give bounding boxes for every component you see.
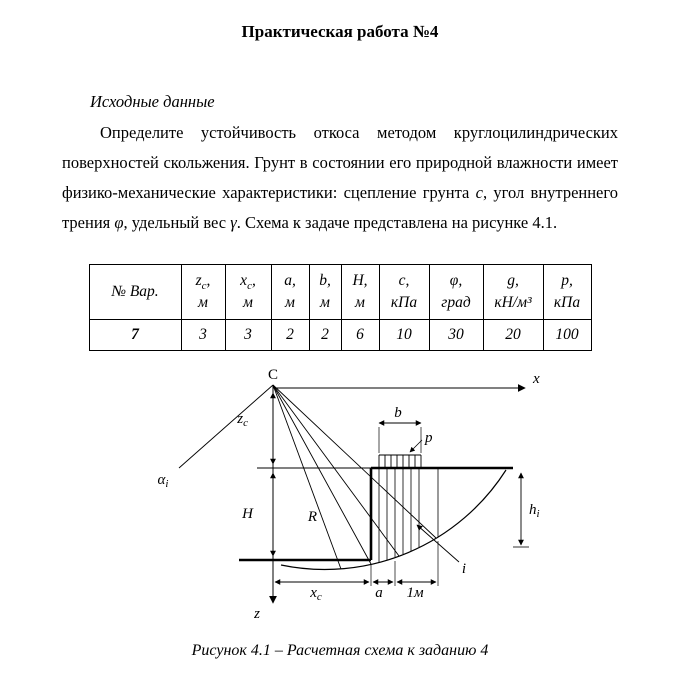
table-data-row bbox=[89, 320, 591, 351]
label-1m: 1м bbox=[406, 585, 424, 602]
table-header-row bbox=[89, 265, 591, 320]
table-header-variant: № Вар. bbox=[89, 265, 181, 320]
table-cell: 2 bbox=[271, 320, 309, 351]
p-leader-arrow bbox=[410, 440, 422, 452]
figure-caption: Рисунок 4.1 – Расчетная схема к заданию 4 bbox=[191, 642, 489, 660]
radius-line-R bbox=[273, 385, 341, 569]
label-H: H bbox=[242, 506, 253, 523]
paragraph-text: , удельный вес bbox=[123, 213, 231, 233]
label-hi: $h_i$ bbox=[529, 502, 540, 521]
label-zc: $z_c$ bbox=[237, 411, 248, 430]
figure-4-1 bbox=[62, 365, 618, 638]
label-x-axis: x bbox=[533, 371, 540, 388]
table-cell: 6 bbox=[341, 320, 379, 351]
paragraph-text: , угол внутреннего трения bbox=[62, 183, 618, 233]
table-header-g: g, кН/м³ bbox=[483, 265, 543, 320]
paragraph-text: Определите устойчивость откоса методом круглоцилиндрических поверхностей скольжения. Грунт в состоянии его природной влажности имеет физико-механические характеристики: сцепление грунта bbox=[62, 123, 618, 203]
label-z-axis: z bbox=[254, 606, 260, 623]
slope-scheme-diagram bbox=[62, 365, 618, 633]
table-header-c: c, кПа bbox=[379, 265, 429, 320]
radius-line bbox=[273, 385, 399, 556]
label-p: p bbox=[425, 430, 433, 447]
intro-heading: Исходные данные bbox=[90, 92, 215, 111]
table-cell: 10 bbox=[379, 320, 429, 351]
var-phi: φ bbox=[114, 213, 124, 233]
radius-line bbox=[273, 385, 371, 564]
table-cell: 30 bbox=[429, 320, 483, 351]
table-cell: 100 bbox=[543, 320, 591, 351]
table-cell: 20 bbox=[483, 320, 543, 351]
label-a: a bbox=[375, 585, 383, 602]
table-cell-variant: 7 bbox=[89, 320, 181, 351]
radius-line bbox=[273, 385, 436, 538]
task-paragraph bbox=[62, 118, 618, 238]
label-i: i bbox=[461, 561, 467, 578]
page-title: Практическая работа №4 bbox=[241, 22, 439, 41]
var-c: с bbox=[475, 183, 483, 203]
label-alpha-i: $\alpha_i$ bbox=[157, 472, 169, 491]
table-header-phi: φ, град bbox=[429, 265, 483, 320]
table-cell: 3 bbox=[181, 320, 225, 351]
label-b: b bbox=[394, 405, 402, 422]
label-center-C: C bbox=[267, 367, 279, 384]
table-cell: 3 bbox=[225, 320, 271, 351]
table-header-H: H, м bbox=[341, 265, 379, 320]
var-gamma: γ bbox=[230, 213, 237, 233]
table-header-xc: $x_c$, м bbox=[225, 265, 271, 320]
parameters-table bbox=[89, 264, 592, 351]
label-xc: $x_c$ bbox=[310, 585, 322, 604]
load-p-hatching bbox=[379, 455, 421, 468]
paragraph-text: . Схема к задаче представлена на рисунке 4.1. bbox=[236, 213, 558, 233]
table-header-b: b, м bbox=[309, 265, 341, 320]
table-header-p: p, кПа bbox=[543, 265, 591, 320]
table-header-zc: $z_c$, м bbox=[181, 265, 225, 320]
slice-lines bbox=[379, 468, 438, 562]
label-R: R bbox=[307, 509, 317, 526]
table-cell: 2 bbox=[309, 320, 341, 351]
alpha-angle-line bbox=[179, 385, 273, 468]
table-header-a: a, м bbox=[271, 265, 309, 320]
